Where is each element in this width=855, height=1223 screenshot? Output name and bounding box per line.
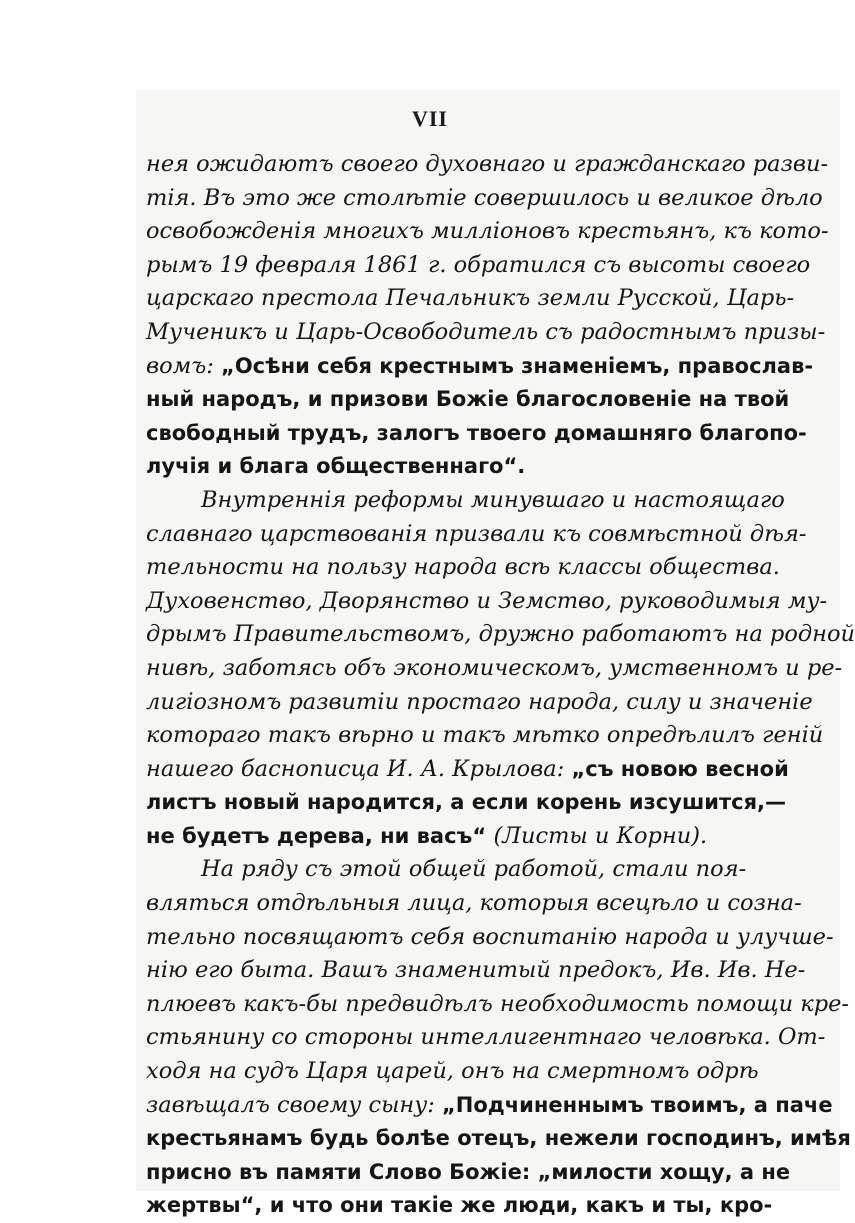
italic-text-run: ходя на судъ Царя царей, онъ на смертномъ одрѣ (146, 1058, 759, 1085)
italic-text-run: Духовенство, Дворянство и Земство, руководимыя му- (146, 587, 828, 614)
text-line (146, 652, 843, 686)
text-line (146, 215, 829, 249)
text-line (146, 753, 789, 787)
text-line (146, 383, 790, 417)
text-line (146, 1156, 791, 1190)
italic-text-run: вомъ: (146, 352, 222, 379)
text-line (146, 148, 829, 182)
text-line (146, 249, 811, 283)
bold-text-run: свободный трудъ, залогъ твоего домашняго благопо- (146, 420, 807, 445)
bold-text-run: жертвы“, и что они такіе же люди, какъ и ты, кро- (146, 1193, 773, 1218)
text-line (146, 618, 855, 652)
text-line (146, 450, 738, 484)
italic-text-run: вляться отдѣльныя лица, которыя всецѣло и созна- (146, 890, 802, 917)
text-line (146, 551, 780, 585)
text-line (146, 686, 813, 720)
italic-text-run: Внутреннія реформы минувшаго и настоящаго (201, 486, 785, 513)
italic-text-run: котораго такъ вѣрно и такъ мѣтко опредѣлилъ геній (146, 722, 824, 749)
bold-text-run: лучія и блага общественнаго“. (146, 454, 526, 479)
italic-text-run: нея ожидаютъ своего духовнаго и гражданскаго разви- (146, 151, 829, 177)
text-line (146, 1122, 851, 1156)
italic-text-run: тія. Въ это же столѣтіе совершилось и великое дѣло (146, 184, 823, 211)
page-number: VII (411, 106, 448, 131)
italic-text-run: Мученикъ и Царь-Освободитель съ радостнымъ призы- (146, 318, 826, 345)
bold-text-run: „съ новою весной (571, 756, 789, 781)
italic-text-run: освобожденія многихъ милліоновъ крестьянъ, къ кото- (146, 218, 829, 245)
italic-text-run: тельности на пользу народа всѣ классы общества. (146, 554, 780, 581)
text-line (146, 282, 795, 316)
italic-text-run: стьянину со стороны интеллигентнаго человѣка. От- (146, 1024, 826, 1051)
bold-text-run: „Осѣни себя крестнымъ знаменіемъ, православ- (221, 353, 814, 378)
text-line (146, 786, 787, 820)
bold-text-run: крестьянамъ будь болѣе отецъ, нежели господинъ, имѣя (146, 1126, 851, 1151)
italic-text-run: рымъ 19 февраля 1861 г. обратился съ высоты своего (146, 251, 811, 278)
bold-text-run: ный народъ, и призови Божіе благословеніе на твой (146, 387, 790, 412)
text-line (146, 1189, 773, 1223)
text-line (146, 417, 807, 451)
italic-text-run: тельно посвящаютъ себя воспитанію народа и улучше- (146, 923, 834, 950)
text-line (146, 518, 807, 552)
text-line (146, 585, 828, 619)
italic-text-run: плюевъ какъ-бы предвидѣлъ необходимость помощи кре- (146, 990, 850, 1017)
bold-text-run: листъ новый народится, а если корень изсушится,— (146, 790, 787, 815)
text-line (146, 988, 850, 1022)
italic-text-run: нивѣ, заботясь объ экономическомъ, умственномъ и ре- (146, 654, 843, 681)
text-line (146, 921, 834, 955)
italic-text-run: лигіозномъ развитіи простаго народа, силу и значеніе (146, 688, 813, 715)
bold-text-run: присно въ памяти Слово Божіе: „милости хощу, а не (146, 1159, 791, 1184)
italic-text-run: царскаго престола Печальникъ земли Русской, Царь- (146, 285, 795, 312)
italic-text-run: На ряду съ этой общей работой, стали поя- (201, 856, 747, 883)
text-line (146, 820, 738, 854)
text-line (146, 182, 823, 216)
italic-text-run: дрымъ Правительствомъ, дружно работаютъ на родной (146, 621, 855, 648)
italic-text-run: завѣщалъ своему сыну: (146, 1091, 442, 1118)
italic-text-run: (Листы и Корни). (493, 822, 708, 849)
italic-text-run: славнаго царствованія призвали къ совмѣстной дѣя- (146, 520, 807, 547)
text-line (146, 853, 747, 887)
text-line (146, 1021, 826, 1055)
text-line (146, 719, 824, 753)
italic-text-run: нію его быта. Вашъ знаменитый предокъ, Ив. Ив. Не- (146, 957, 806, 984)
text-line (146, 350, 814, 384)
text-line (146, 1089, 833, 1123)
bold-text-run: не будетъ дерева, ни васъ“ (146, 823, 494, 848)
text-line (146, 1055, 759, 1089)
text-line (146, 954, 806, 988)
italic-text-run: нашего баснописца И. А. Крылова: (146, 755, 572, 782)
bold-text-run: „Подчиненнымъ твоимъ, а паче (442, 1092, 833, 1117)
text-line (146, 887, 802, 921)
text-line (146, 316, 826, 350)
body-text (146, 148, 855, 1223)
text-line (146, 484, 785, 518)
